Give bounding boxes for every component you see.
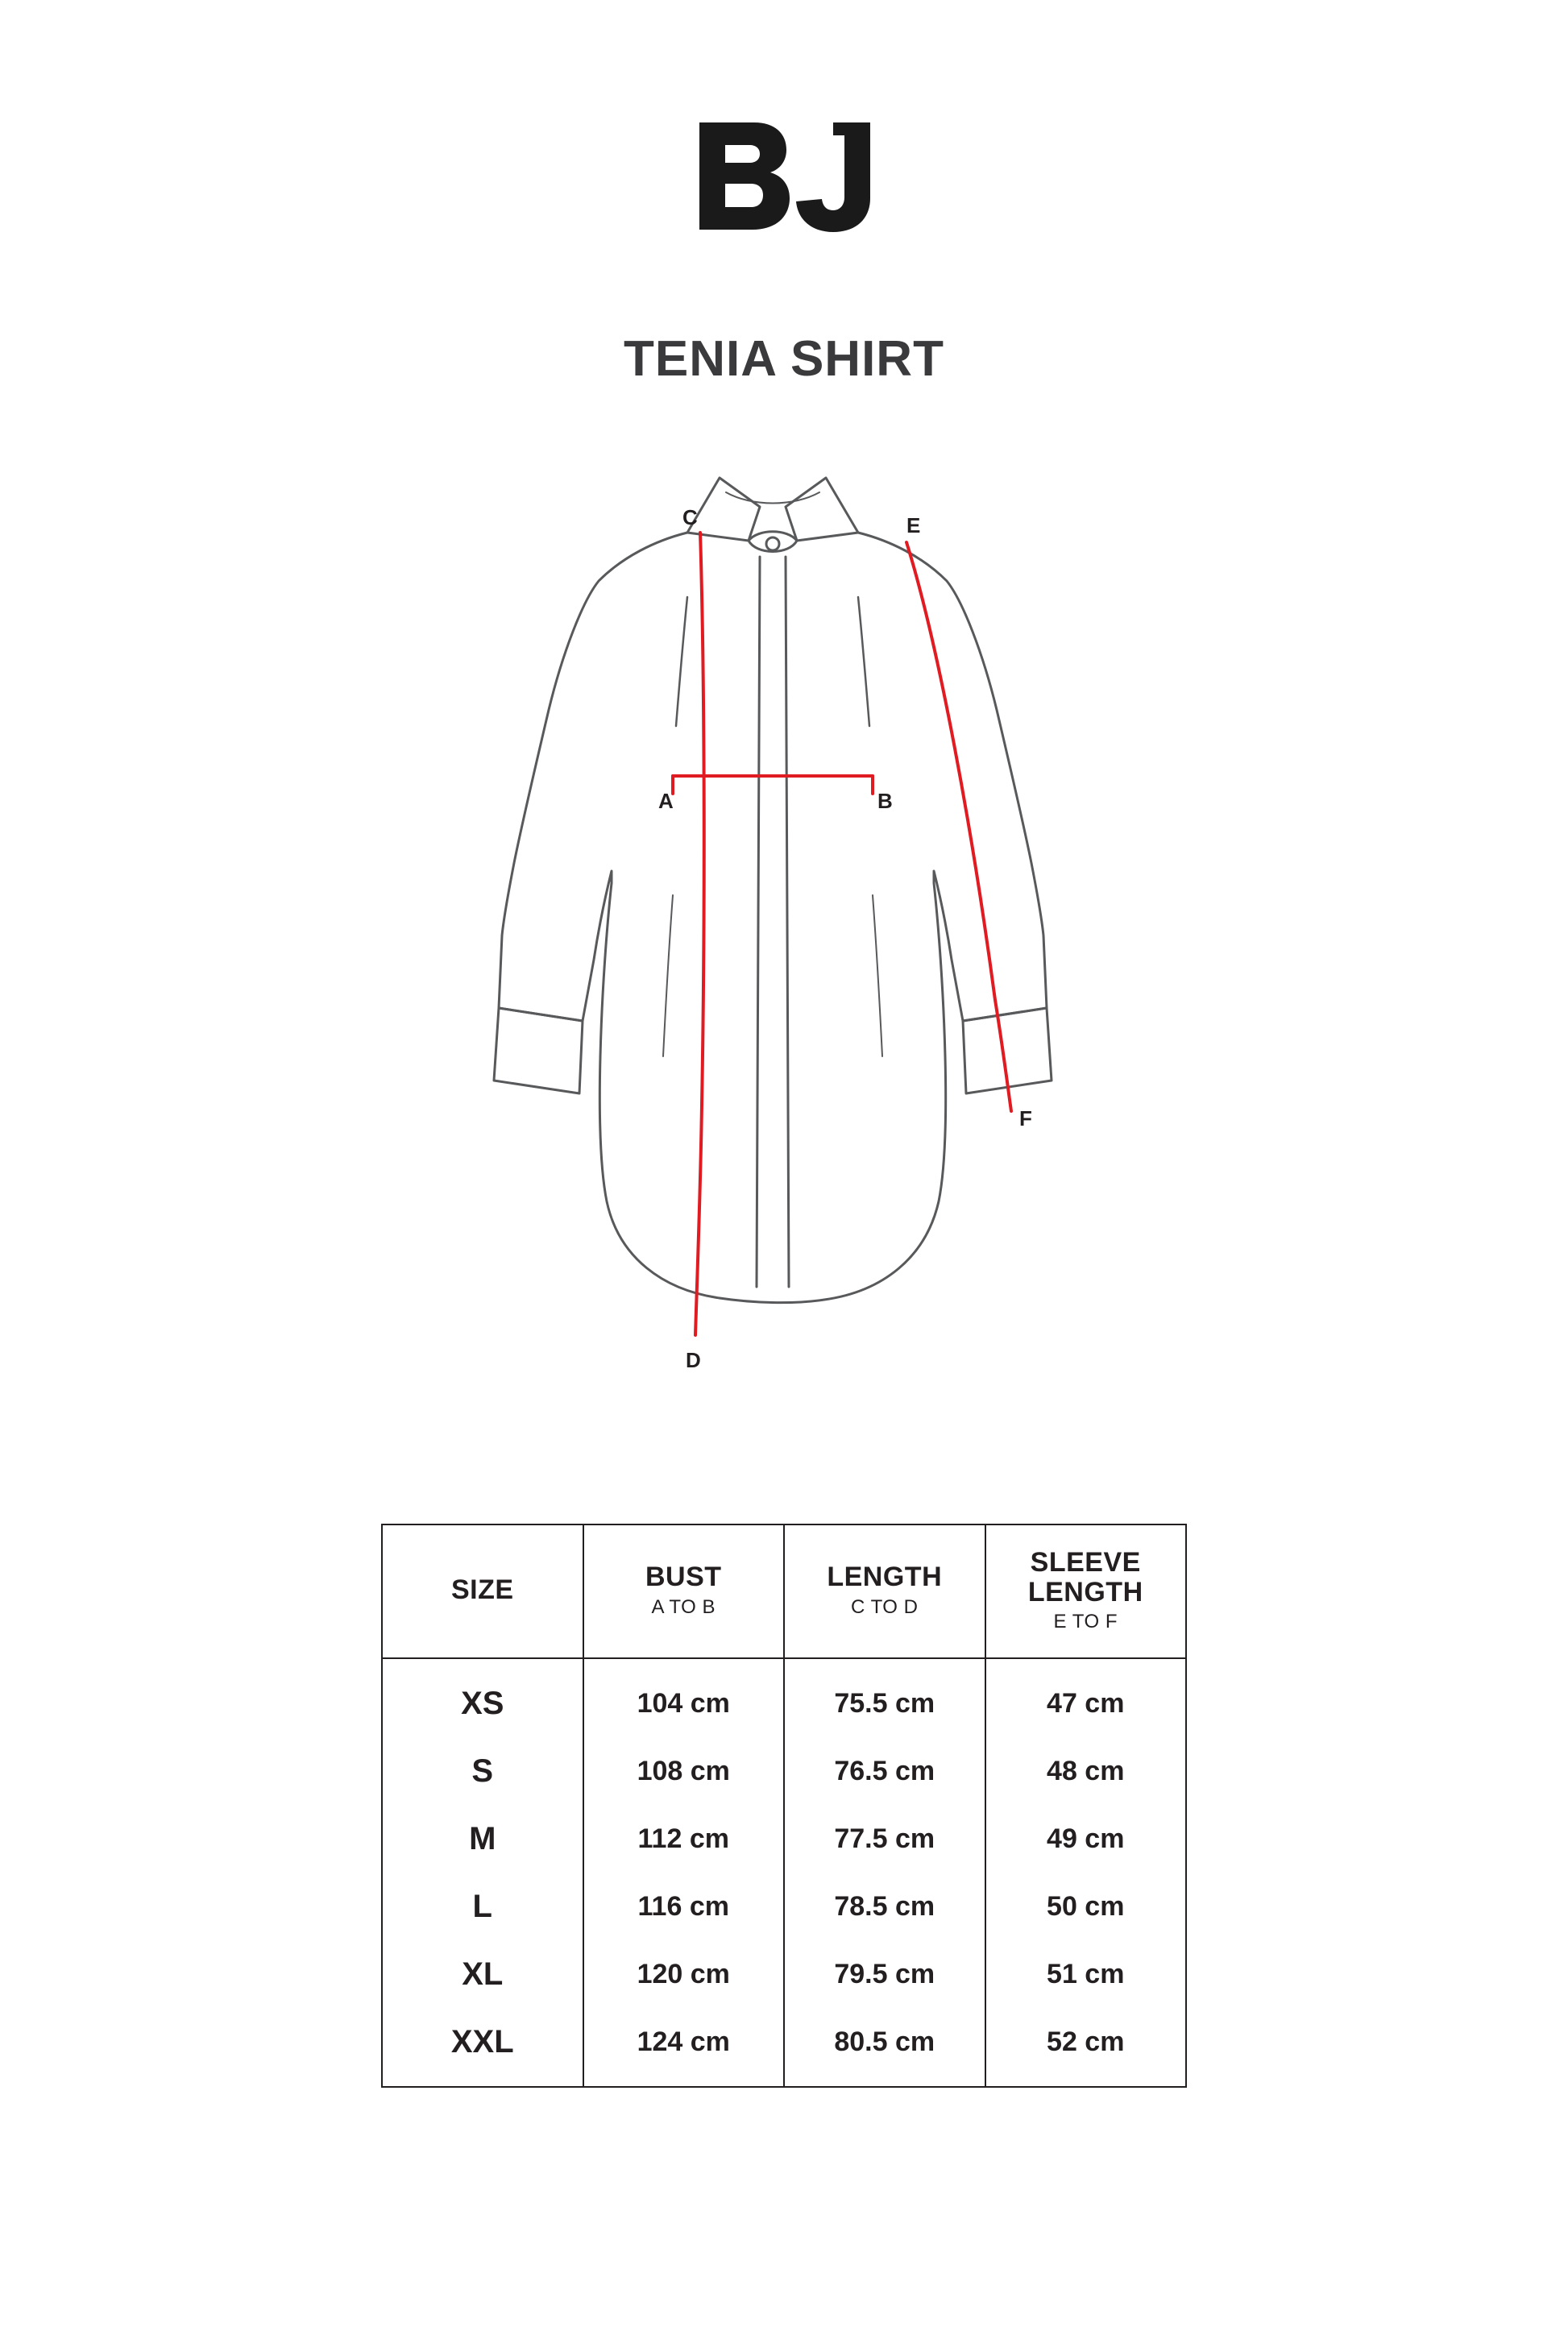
cell-sleeve: 51 cm	[985, 1940, 1187, 2008]
table-row	[382, 1940, 1186, 2008]
cell-size: XL	[382, 1940, 583, 2008]
column-header-bust-label: BUST	[645, 1562, 722, 1593]
column-header-bust	[583, 1524, 785, 1658]
column-header-sleeve-sub: E TO F	[1053, 1611, 1118, 1633]
cell-sleeve: 49 cm	[985, 1805, 1187, 1873]
brand-logo	[691, 113, 877, 242]
cell-bust: 104 cm	[583, 1658, 785, 1737]
marker-d: D	[686, 1348, 701, 1372]
cell-size: XXL	[382, 2008, 583, 2087]
cell-sleeve: 47 cm	[985, 1658, 1187, 1737]
size-table-wrapper	[381, 1524, 1187, 2088]
cell-length: 75.5 cm	[784, 1658, 985, 1737]
table-row	[382, 1737, 1186, 1805]
cell-size: S	[382, 1737, 583, 1805]
cell-bust: 108 cm	[583, 1737, 785, 1805]
table-row	[382, 1658, 1186, 1737]
column-header-sleeve-label: SLEEVE LENGTH	[1027, 1546, 1143, 1607]
table-row	[382, 1805, 1186, 1873]
cell-sleeve: 52 cm	[985, 2008, 1187, 2087]
cell-bust: 112 cm	[583, 1805, 785, 1873]
cell-length: 79.5 cm	[784, 1940, 985, 2008]
cell-size: M	[382, 1805, 583, 1873]
cell-size: L	[382, 1873, 583, 1940]
marker-b: B	[877, 789, 893, 813]
column-header-bust-sub: A TO B	[651, 1595, 716, 1618]
marker-c: C	[682, 505, 698, 529]
cell-length: 78.5 cm	[784, 1873, 985, 1940]
column-header-sleeve	[985, 1524, 1187, 1658]
size-table-head	[382, 1524, 1186, 1658]
marker-a: A	[658, 789, 674, 813]
size-table-body	[382, 1658, 1186, 2087]
cell-sleeve: 50 cm	[985, 1873, 1187, 1940]
size-table	[381, 1524, 1187, 2088]
table-row	[382, 2008, 1186, 2087]
cell-sleeve: 48 cm	[985, 1737, 1187, 1805]
cell-bust: 120 cm	[583, 1940, 785, 2008]
column-header-length-label: LENGTH	[827, 1562, 943, 1593]
column-header-size-label: SIZE	[450, 1574, 514, 1606]
shirt-measurement-diagram	[341, 444, 1227, 1451]
column-header-length-sub: C TO D	[851, 1595, 919, 1618]
cell-bust: 124 cm	[583, 2008, 785, 2087]
cell-length: 80.5 cm	[784, 2008, 985, 2087]
cell-bust: 116 cm	[583, 1873, 785, 1940]
marker-e: E	[906, 513, 921, 537]
page-title: TENIA SHIRT	[624, 331, 944, 387]
cell-size: XS	[382, 1658, 583, 1737]
column-header-length	[784, 1524, 985, 1658]
table-header-row	[382, 1524, 1186, 1658]
table-row	[382, 1873, 1186, 1940]
cell-length: 76.5 cm	[784, 1737, 985, 1805]
marker-f: F	[1019, 1106, 1032, 1130]
column-header-size	[382, 1524, 583, 1658]
cell-length: 77.5 cm	[784, 1805, 985, 1873]
